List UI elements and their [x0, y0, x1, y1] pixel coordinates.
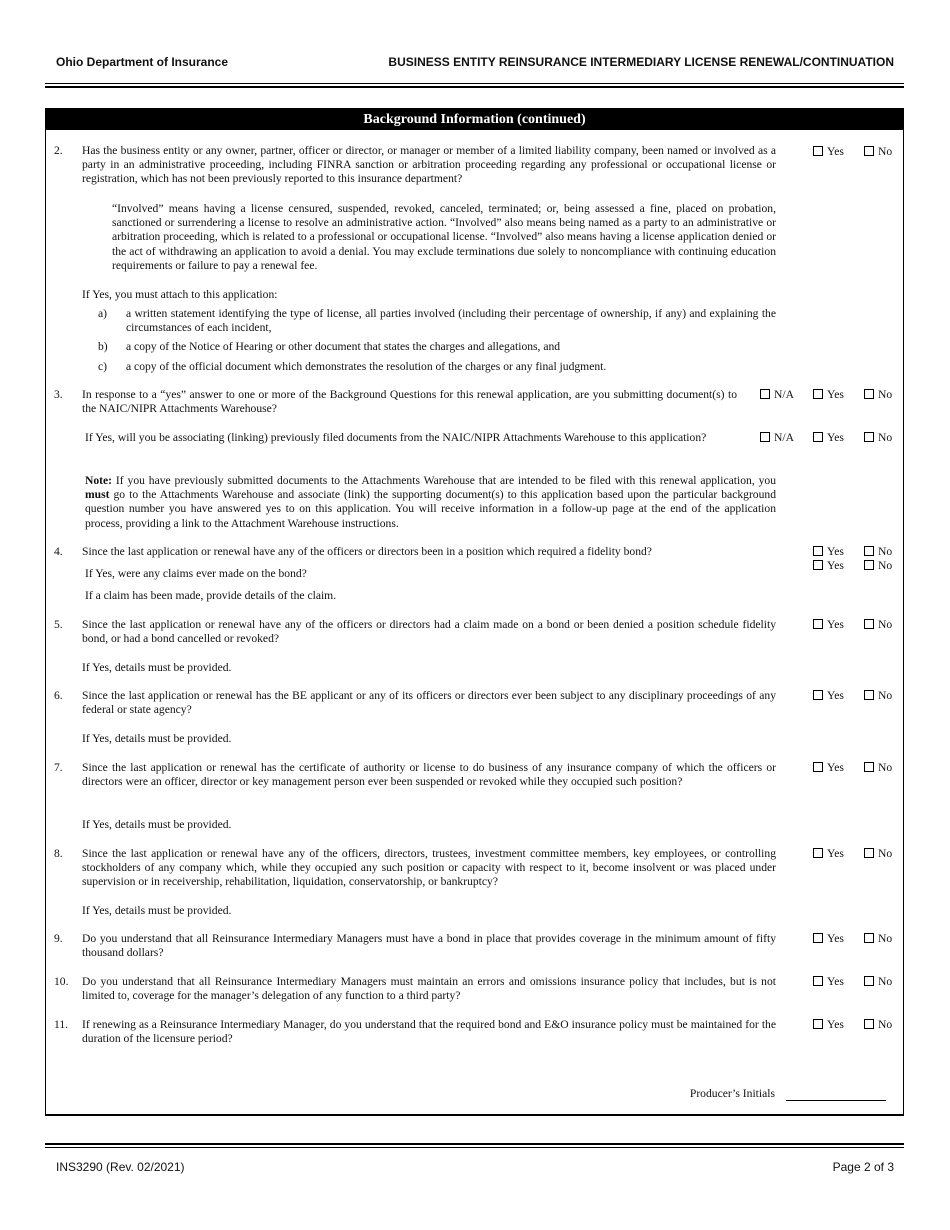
q5-number: 5.: [54, 618, 63, 631]
q5-yes-checkbox[interactable]: [813, 619, 823, 629]
q10-text: Do you understand that all Reinsurance Intermediary Managers must maintain an errors and omissions insurance policy that includes, but is not limited to, coverage for the manager’s delegation of any function to a third party?: [82, 975, 776, 1003]
q4-claims-no-option[interactable]: No: [864, 559, 892, 572]
q4-number: 4.: [54, 545, 63, 558]
q3-followup: If Yes, will you be associating (linking) previously filed documents from the NAIC/NIPR Attachments Warehouse to this application?: [85, 431, 707, 444]
footer-rule-thick: [45, 1143, 904, 1145]
form-id: INS3290 (Rev. 02/2021): [56, 1160, 185, 1174]
q3-text: In response to a “yes” answer to one or more of the Background Questions for this renewal application, are you submitting document(s) to the NAIC/NIPR Attachments Warehouse?: [82, 388, 737, 416]
producer-initials-label: Producer’s Initials: [689, 1087, 775, 1100]
q6-no-option[interactable]: No: [864, 689, 892, 702]
q10-yes-checkbox[interactable]: [813, 976, 823, 986]
q3-followup-no-checkbox[interactable]: [864, 432, 874, 442]
q2-attach-a-text: a written statement identifying the type of license, all parties involved (including their percentage of ownership, if any) and explaining the circumstances of each incident,: [126, 307, 776, 335]
q3-note-label: Note:: [85, 474, 113, 487]
q8-yes-option[interactable]: Yes: [813, 847, 844, 860]
q10-yes-option[interactable]: Yes: [813, 975, 844, 988]
q11-text: If renewing as a Reinsurance Intermediary Manager, do you understand that the required bond and E&O insurance policy must be maintained for the duration of the licensure period?: [82, 1018, 776, 1046]
q2-attach-b-text: a copy of the Notice of Hearing or other document that states the charges and allegations, and: [126, 340, 561, 353]
q5-yes-option[interactable]: Yes: [813, 618, 844, 631]
q7-yes-checkbox[interactable]: [813, 762, 823, 772]
section-title: Background Information (continued): [46, 109, 903, 130]
q2-attach-a-letter: a): [98, 307, 108, 320]
q3-no-option[interactable]: No: [864, 388, 892, 401]
q6-no-checkbox[interactable]: [864, 690, 874, 700]
form-title: BUSINESS ENTITY REINSURANCE INTERMEDIARY LICENSE RENEWAL/CONTINUATION: [388, 55, 894, 69]
q3-note-must: must: [85, 488, 110, 502]
q11-yes-checkbox[interactable]: [813, 1019, 823, 1029]
q9-number: 9.: [54, 932, 63, 945]
q8-yes-checkbox[interactable]: [813, 848, 823, 858]
q9-yes-checkbox[interactable]: [813, 933, 823, 943]
q3-na-checkbox[interactable]: [760, 389, 770, 399]
page-number: Page 2 of 3: [832, 1160, 894, 1174]
q2-attach-c-letter: c): [98, 360, 108, 373]
q4-no-option[interactable]: No: [864, 545, 892, 558]
q2-yes-option[interactable]: Yes: [813, 145, 844, 158]
q7-yes-option[interactable]: Yes: [813, 761, 844, 774]
q5-sub: If Yes, details must be provided.: [82, 661, 232, 674]
q9-text: Do you understand that all Reinsurance Intermediary Managers must have a bond in place that provides coverage in the minimum amount of fifty thousand dollars?: [82, 932, 776, 960]
q8-text: Since the last application or renewal have any of the officers, directors, trustees, investment committee members, key employees, or controlling stockholders of any company which, while they occupied any such position or capacity with respect to it, become insolvent or was placed under supervision or in receivership, rehabilitation, liquidation, conservatorship, or bankruptcy?: [82, 847, 776, 889]
q10-number: 10.: [54, 975, 69, 988]
q3-note: Note: If you have previously submitted documents to the Attachments Warehouse that are intended to be filed with this renewal application, you must go to the Attachments Warehouse and associate (link) the supporting document(s) to this application based upon the particular background question number you have answered yes to on this application. You will receive information in a follow-up page at the end of the application process, providing a link to the Attachment Warehouse instructions.: [85, 474, 776, 530]
q7-text: Since the last application or renewal has the certificate of authority or license to do business of any insurance company of which the officers or directors were an officer, director or key management person ever been suspended or revoked while they occupied such position?: [82, 761, 776, 789]
background-info-section: [45, 108, 904, 1116]
q4-claims-yes-checkbox[interactable]: [813, 560, 823, 570]
q4-yes-option[interactable]: Yes: [813, 545, 844, 558]
q8-no-option[interactable]: No: [864, 847, 892, 860]
q4-claims-yes-option[interactable]: Yes: [813, 559, 844, 572]
q4-sub2: If a claim has been made, provide details of the claim.: [85, 589, 337, 602]
q11-no-checkbox[interactable]: [864, 1019, 874, 1029]
q3-no-checkbox[interactable]: [864, 389, 874, 399]
producer-initials-field[interactable]: [786, 1100, 886, 1101]
q6-number: 6.: [54, 689, 63, 702]
q3-yes-checkbox[interactable]: [813, 389, 823, 399]
q2-number: 2.: [54, 144, 63, 157]
q5-text: Since the last application or renewal have any of the officers or directors had a claim made on a bond or been denied a position schedule fidelity bond, or had a bond cancelled or revoked?: [82, 618, 776, 646]
q3-followup-na-option[interactable]: N/A: [760, 431, 794, 444]
q8-number: 8.: [54, 847, 63, 860]
q4-no-checkbox[interactable]: [864, 546, 874, 556]
header-rule: [45, 83, 904, 84]
q7-sub: If Yes, details must be provided.: [82, 818, 232, 831]
q7-no-checkbox[interactable]: [864, 762, 874, 772]
q3-followup-no-option[interactable]: No: [864, 431, 892, 444]
q2-definition: “Involved” means having a license censured, suspended, revoked, canceled, terminated; or, being assessed a fine, placed on probation, sanctioned or surrendering a license to resolve an administrative action. “Involved” also means being named as a party to an administrative or arbitration proceeding, which is related to a professional or occupational license. “Involved” also means having a license application denied or the act of withdrawing an application to avoid a denial. You may exclude terminations due solely to noncompliance with continuing education requirements or failure to pay a renewal fee.: [112, 202, 776, 272]
q9-no-option[interactable]: No: [864, 932, 892, 945]
q8-no-checkbox[interactable]: [864, 848, 874, 858]
q2-no-option[interactable]: No: [864, 145, 892, 158]
q4-text: Since the last application or renewal have any of the officers or directors been in a position which required a fidelity bond?: [82, 545, 652, 558]
q6-yes-checkbox[interactable]: [813, 690, 823, 700]
q11-number: 11.: [54, 1018, 69, 1031]
q7-no-option[interactable]: No: [864, 761, 892, 774]
q3-followup-yes-option[interactable]: Yes: [813, 431, 844, 444]
q3-followup-yes-checkbox[interactable]: [813, 432, 823, 442]
q2-text: Has the business entity or any owner, partner, officer or director, or manager or member of a limited liability company, been named or involved as a party in an administrative proceeding, including FINRA sanction or arbitration proceeding regarding any professional or occupational license or registration, which has not been previously reported to this insurance department?: [82, 144, 776, 186]
q6-yes-option[interactable]: Yes: [813, 689, 844, 702]
q3-yes-option[interactable]: Yes: [813, 388, 844, 401]
q4-claims-no-checkbox[interactable]: [864, 560, 874, 570]
q2-no-checkbox[interactable]: [864, 146, 874, 156]
q4-sub1: If Yes, were any claims ever made on the bond?: [85, 567, 307, 580]
agency-name: Ohio Department of Insurance: [56, 55, 229, 69]
q4-yes-checkbox[interactable]: [813, 546, 823, 556]
q8-sub: If Yes, details must be provided.: [82, 904, 232, 917]
q6-text: Since the last application or renewal has the BE applicant or any of its officers or directors ever been subject to any disciplinary proceedings of any federal or state agency?: [82, 689, 776, 717]
q5-no-checkbox[interactable]: [864, 619, 874, 629]
q2-attach-intro: If Yes, you must attach to this application:: [82, 288, 278, 301]
q11-no-option[interactable]: No: [864, 1018, 892, 1031]
q6-sub: If Yes, details must be provided.: [82, 732, 232, 745]
q2-yes-checkbox[interactable]: [813, 146, 823, 156]
q2-attach-b-letter: b): [98, 340, 108, 353]
q9-no-checkbox[interactable]: [864, 933, 874, 943]
q11-yes-option[interactable]: Yes: [813, 1018, 844, 1031]
q3-na-option[interactable]: N/A: [760, 388, 794, 401]
q3-followup-na-checkbox[interactable]: [760, 432, 770, 442]
q7-number: 7.: [54, 761, 63, 774]
q10-no-checkbox[interactable]: [864, 976, 874, 986]
q9-yes-option[interactable]: Yes: [813, 932, 844, 945]
footer-rule: [45, 1147, 904, 1148]
q10-no-option[interactable]: No: [864, 975, 892, 988]
q5-no-option[interactable]: No: [864, 618, 892, 631]
q2-attach-c-text: a copy of the official document which demonstrates the resolution of the charges or any final judgment.: [126, 360, 607, 373]
header-rule-thick: [45, 86, 904, 88]
q3-number: 3.: [54, 388, 63, 401]
